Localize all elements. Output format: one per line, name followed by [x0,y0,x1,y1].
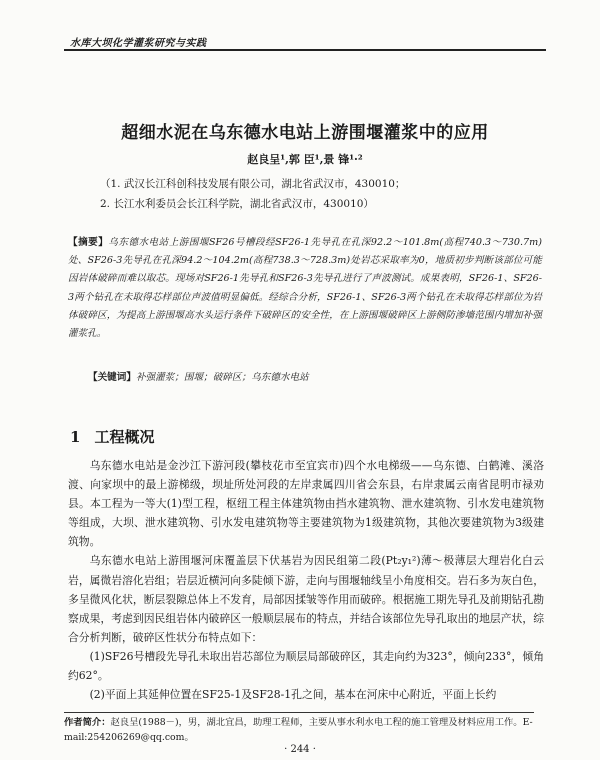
section-heading [70,426,154,447]
author-footnote [64,715,546,745]
page-number: · 244 · [284,744,316,755]
abstract-text: 乌东德水电站上游围堰SF26号槽段经SF26-1先导孔在孔深92.2～101.8m(高程740.3～730.7m)处、SF26-3先导孔在孔深94.2～104.2m(高程738.3～728.3m)处岩芯采取率为0，地质初步判断该部位可能因岩体破碎而难以取芯。现场对SF26-1先导孔和SF26-3先导孔进行了声波测试。成果表明，SF26-1、SF26-3两个钻孔在未取得芯样部位声波值明显偏低。经综合分析，SF26-1、SF26-3两个钻孔在未取得芯样部位为岩体破碎区，为提高上游围堰高水头运行条件下破碎区的安全性，在上游围堰破碎区上游侧防渗墙范围内增加补强灌浆孔。 [68,237,542,340]
journal-header: 水库大坝化学灌浆研究与实践 [70,38,207,49]
header-rule [64,49,546,51]
abstract-label: 【摘要】 [68,237,109,248]
body-paragraph: 乌东德水电站上游围堰河床覆盖层下伏基岩为因民组第二段(Pt₂y₁²)薄～极薄层大理岩化白云岩，属微岩溶化岩组；岩层近横河向多陡倾下游，走向与围堰轴线呈小角度相交。岩石多为灰白色，多呈微风化状，断层裂隙总体上不发育，局部因揉皱等作用而破碎。根据施工期先导孔及前期钻孔勘察成果，考虑到因民组岩体内破碎区一般顺层展布的特点，并结合该部位先导孔取出的地层产状，综合分析判断，破碎区性状分布特点如下： [68,554,544,644]
body-paragraph: (1)SF26号槽段先导孔未取出岩芯部位为顺层局部破碎区，其走向约为323°，倾向233°，倾角约62°。 [68,649,544,683]
section-title: 工程概况 [94,428,155,446]
section-number: 1 [70,428,81,446]
paper-title: 超细水泥在乌东德水电站上游围堰灌浆中的应用 [121,123,489,143]
footnote-text: 赵良呈(1988－)，男，湖北宜昌，助理工程师，主要从事水利水电工程的施工管理及材料应用工作。E-mail:254206269@qq.com。 [64,717,533,743]
keywords [88,369,309,383]
affiliation-1: （1. 武汉长江科创科技发展有限公司，湖北省武汉市，430010； [100,178,406,190]
keywords-label: 【关键词】 [88,372,136,383]
body-paragraph: 乌东德水电站是金沙江下游河段(攀枝花市至宜宾市)四个水电梯级——乌东德、白鹤滩、溪洛渡、向家坝中的最上游梯级，坝址所处河段的左岸隶属四川省会东县，右岸隶属云南省昆明市禄劝县。本工程为一等大(1)型工程，枢纽工程主体建筑物由挡水建筑物、泄水建筑物、引水发电建筑物等组成，大坝、泄水建筑物、引水发电建筑物等主要建筑物为1级建筑物，其他次要建筑物为3级建筑物。 [68,459,544,549]
section-body [68,456,544,704]
body-paragraph: (2)平面上其延伸位置在SF25-1及SF28-1孔之间，基本在河床中心附近，平面上长约 [89,688,497,702]
footnote-rule [64,712,534,713]
keywords-text: 补强灌浆；围堰；破碎区；乌东德水电站 [135,372,309,383]
footnote-label: 作者简介： [64,717,111,728]
affiliation-2: 2. 长江水利委员会长江科学院，湖北省武汉市，430010） [100,198,374,210]
abstract [68,234,542,343]
paper-authors: 赵良呈¹,郭 臣¹,景 锋¹·² [247,153,363,166]
